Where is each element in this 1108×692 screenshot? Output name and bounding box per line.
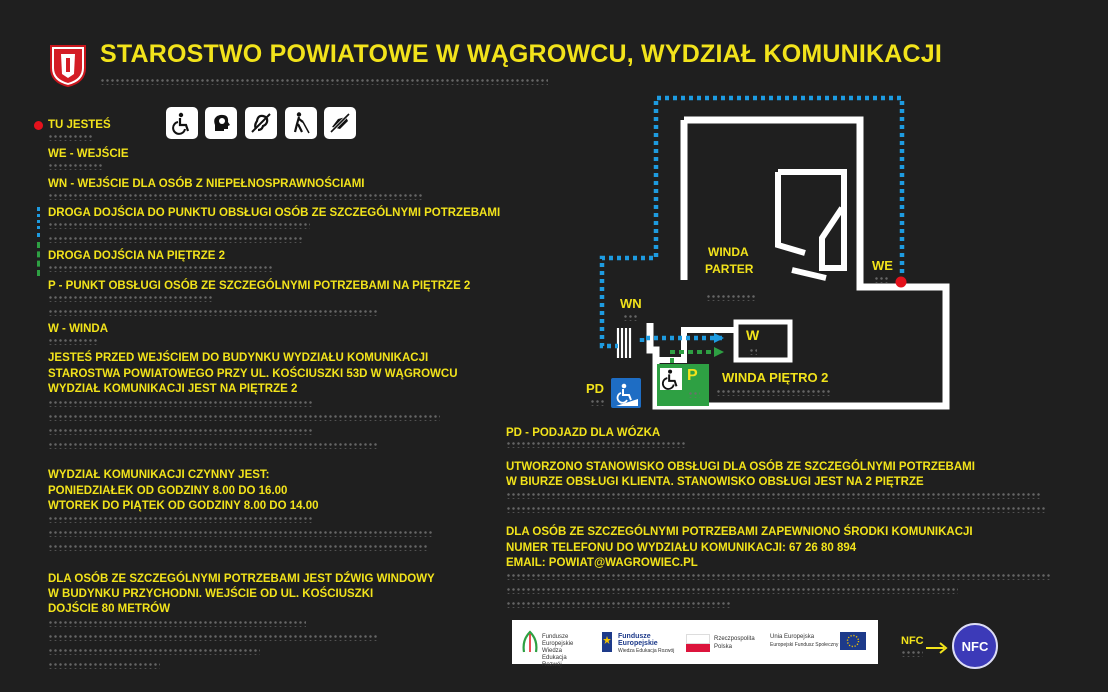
hours-tue-fri: WTOREK DO PIĄTEK OD GODZINY 8.00 DO 14.00	[48, 500, 319, 512]
braille-line	[506, 601, 730, 608]
blind-icon	[285, 107, 317, 139]
blue-route-legend	[37, 207, 40, 237]
info-line-2: STAROSTWA POWIATOWEGO PRZY UL. KOŚCIUSZKI 53D W WĄGROWCU	[48, 368, 458, 380]
you-are-here-marker	[34, 121, 43, 130]
braille-line	[48, 309, 378, 316]
lift-line-1: DLA OSÓB ZE SZCZEGÓLNYMI POTRZEBAMI JEST DŹWIG WINDOWY	[48, 573, 435, 585]
poland-flag-icon	[686, 634, 710, 650]
title-braille	[100, 78, 548, 85]
braille-line	[48, 530, 434, 537]
head-icon	[205, 107, 237, 139]
nfc-badge[interactable]: NFC	[952, 623, 998, 669]
legend-route-service: DROGA DOJŚCIA DO PUNKTU OBSŁUGI OSÓB ZE SZCZEGÓLNYMI POTRZEBAMI	[48, 207, 501, 219]
lift-line-3: DOJŚCIE 80 METRÓW	[48, 603, 171, 615]
eu-funding-logos	[512, 620, 878, 668]
info-line-3: WYDZIAŁ KOMUNIKACJI JEST NA PIĘTRZE 2	[48, 383, 298, 395]
map-p-label: P	[687, 367, 698, 384]
braille-line	[48, 295, 212, 302]
no-sound-icon	[324, 107, 356, 139]
legend-you-are-here: TU JESTEŚ	[48, 119, 111, 131]
logo-3-line-b: Polska	[714, 644, 733, 650]
map-winda-parter-1: WINDA	[708, 245, 749, 259]
braille-line	[48, 662, 160, 669]
nfc-label: NFC	[901, 635, 924, 647]
braille-line	[48, 428, 314, 435]
braille-line	[506, 492, 1040, 499]
braille-line	[48, 516, 314, 523]
braille-line	[901, 650, 923, 657]
ramp-icon	[612, 380, 642, 410]
map-we-label: WE	[872, 258, 893, 273]
map-winda-parter-2: PARTER	[705, 262, 754, 276]
map-w-label: W	[746, 327, 760, 343]
braille-line	[706, 294, 756, 301]
braille-line	[48, 414, 440, 421]
braille-line	[48, 134, 94, 141]
braille-line	[48, 265, 272, 272]
legend-route-floor2: DROGA DOJŚCIA NA PIĘTRZE 2	[48, 250, 225, 262]
hours-heading: WYDZIAŁ KOMUNIKACJI CZYNNY JEST:	[48, 469, 270, 481]
logo-3-line-a: Rzeczpospolita	[714, 636, 755, 642]
braille-line	[48, 400, 314, 407]
braille-line	[48, 648, 260, 655]
right-station-1: UTWORZONO STANOWISKO OBSŁUGI DLA OSÓB ZE SZCZEGÓLNYMI POTRZEBAMI	[506, 461, 975, 473]
logo-4-line-b: Europejski Fundusz Społeczny	[770, 642, 839, 648]
braille-line	[48, 338, 98, 345]
legend-disabled-entrance: WN - WEJŚCIE DLA OSÓB Z NIEPEŁNOSPRAWNOŚCIAMI	[48, 178, 365, 190]
braille-line	[749, 348, 757, 355]
legend-service-point: P - PUNKT OBSŁUGI OSÓB ZE SZCZEGÓLNYMI POTRZEBAMI NA PIĘTRZE 2	[48, 280, 471, 292]
logo-2-line-a: Fundusze	[618, 633, 651, 640]
right-email: EMAIL: POWIAT@WAGROWIEC.PL	[506, 557, 698, 569]
county-crest-logo	[49, 44, 87, 88]
legend-entrance: WE - WEJŚCIE	[48, 148, 129, 160]
braille-line	[48, 620, 306, 627]
braille-line	[48, 163, 104, 170]
braille-line	[506, 587, 958, 594]
green-route-legend	[37, 242, 40, 276]
braille-line	[506, 441, 686, 448]
map-pd-label: PD	[586, 381, 605, 396]
lift-line-2: W BUDYNKU PRZYCHODNI. WEJŚCIE OD UL. KOŚCIUSZKI	[48, 588, 374, 600]
braille-line	[688, 391, 700, 398]
logo-2-line-b: Europejskie	[618, 640, 658, 647]
legend-elevator: W - WINDA	[48, 323, 109, 335]
braille-line	[48, 222, 310, 229]
right-contact-2: NUMER TELEFONU DO WYDZIAŁU KOMUNIKACJI: 67 26 80 894	[506, 542, 857, 554]
braille-line	[48, 544, 428, 551]
braille-line	[716, 389, 832, 396]
page-title: STAROSTWO POWIATOWE W WĄGROWCU, WYDZIAŁ KOMUNIKACJI	[100, 40, 943, 68]
floor-map	[580, 90, 960, 410]
logo-emblem-1	[520, 630, 540, 654]
map-winda-pietro-label: WINDA PIĘTRO 2	[722, 370, 829, 385]
right-station-2: W BIURZE OBSŁUGI KLIENTA. STANOWISKO OBSŁUGI JEST NA 2 PIĘTRZE	[506, 476, 924, 488]
deaf-icon	[245, 107, 277, 139]
braille-line	[506, 506, 1046, 513]
logo-1-text: Fundusze Europejskie Wiedza Edukacja Rozwój	[542, 634, 574, 668]
right-pd: PD - PODJAZD DLA WÓZKA	[506, 427, 661, 439]
hours-monday: PONIEDZIAŁEK OD GODZINY 8.00 DO 16.00	[48, 485, 288, 497]
braille-line	[48, 634, 378, 641]
braille-line	[48, 442, 378, 449]
braille-line	[874, 276, 890, 283]
braille-line	[48, 193, 424, 200]
logo-4-line-a: Unia Europejska	[770, 634, 815, 640]
braille-line	[48, 236, 302, 243]
right-contact-1: DLA OSÓB ZE SZCZEGÓLNYMI POTRZEBAMI ZAPEWNIONO ŚRODKI KOMUNIKACJI	[506, 526, 973, 538]
braille-line	[506, 573, 1052, 580]
arrow-right-icon	[926, 641, 948, 653]
logo-2-line-c: Wiedza Edukacja Rozwój	[618, 648, 675, 654]
info-line-1: JESTEŚ PRZED WEJŚCIEM DO BUDYNKU WYDZIAŁU KOMUNIKACJI	[48, 352, 429, 364]
wheelchair-small-icon	[660, 368, 682, 390]
braille-line	[623, 314, 639, 321]
eu-stars-icon	[600, 630, 614, 654]
braille-line	[590, 399, 604, 406]
wheelchair-icon	[166, 107, 198, 139]
eu-flag-icon	[840, 632, 866, 650]
map-wn-label: WN	[620, 296, 642, 311]
